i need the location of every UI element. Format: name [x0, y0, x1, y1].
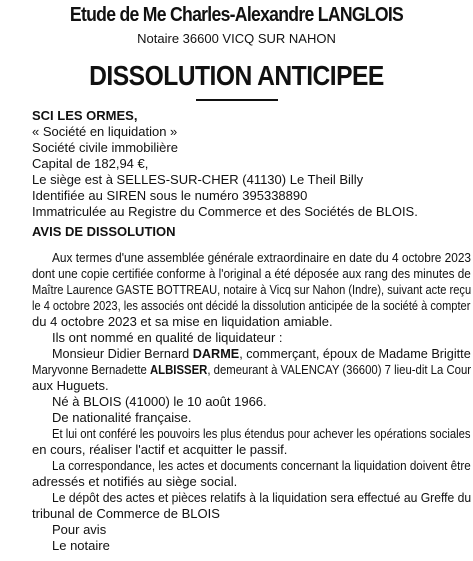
company-type: Société civile immobilière: [32, 140, 178, 155]
paragraph-1-line-4: le 4 octobre 2023, les associés ont décidé la dissolution anticipée de la société à compter: [32, 298, 471, 313]
company-seat: Le siège est à SELLES-SUR-CHER (41130) Le Theil Billy: [32, 172, 364, 187]
paragraph-1-line-3: Maître Laurence GASTE BOTTREAU, notaire à Vicq sur Nahon (Indre), suivant acte reçu: [32, 282, 472, 297]
company-name-punct: ,: [133, 108, 138, 123]
paragraph-8-line-1: Le dépôt des actes et pièces relatifs à la liquidation sera effectué au Greffe du: [52, 490, 472, 505]
liquidator-surname: DARME: [192, 346, 240, 361]
paragraph-3-line-3: aux Huguets.: [32, 378, 109, 393]
title-divider: [196, 99, 278, 101]
paragraph-7-line-1: La correspondance, les actes et documents concernant la liquidation doivent être: [52, 458, 471, 473]
paragraph-7-line-2: adressés et notifiés au siège social.: [32, 474, 238, 489]
spouse-maiden-name: ALBISSER: [149, 362, 208, 377]
paragraph-6-line-2: en cours, réaliser l'actif et acquitter le passif.: [32, 442, 288, 457]
company-capital: Capital de 182,94 €,: [32, 156, 149, 171]
closing-pour-avis: Pour avis: [52, 522, 107, 537]
paragraph-1-line-2: dont une copie certifiée conforme à l'original a été déposée aux rang des minutes de: [32, 266, 471, 281]
company-registry: Immatriculée au Registre du Commerce et des Sociétés de BLOIS.: [32, 204, 418, 219]
liquidator-address: , demeurant à VALENCAY (36600) 7 lieu-dit La Cour: [207, 362, 472, 377]
closing-signatory: Le notaire: [52, 538, 110, 553]
paragraph-6-line-1: Et lui ont conféré les pouvoirs les plus étendus pour achever les opérations sociales: [52, 426, 471, 441]
spouse-names: Maryvonne Bernadette: [32, 362, 150, 377]
liquidator-intro: Monsieur Didier Bernard: [52, 346, 193, 361]
notice-heading: AVIS DE DISSOLUTION: [32, 224, 176, 239]
paragraph-1-line-1: Aux termes d'une assemblée générale extraordinaire en date du 4 octobre 2023: [52, 250, 472, 265]
paragraph-4: Né à BLOIS (41000) le 10 août 1966.: [52, 394, 267, 409]
office-address: Notaire 36600 VICQ SUR NAHON: [137, 31, 336, 46]
notice-title: DISSOLUTION ANTICIPEE: [89, 60, 384, 91]
paragraph-2: Ils ont nommé en qualité de liquidateur :: [52, 330, 283, 345]
paragraph-1-line-5: du 4 octobre 2023 et sa mise en liquidation amiable.: [32, 314, 333, 329]
company-name: SCI LES ORMES: [32, 108, 134, 123]
paragraph-8-line-2: tribunal de Commerce de BLOIS: [32, 506, 220, 521]
paragraph-3-line-2: [32, 362, 471, 378]
paragraph-5: De nationalité française.: [52, 410, 192, 425]
company-siren: Identifiée au SIREN sous le numéro 395338890: [32, 188, 308, 203]
paragraph-3-line-1: [52, 346, 471, 362]
company-status: « Société en liquidation »: [32, 124, 178, 139]
office-name: Etude de Me Charles-Alexandre LANGLOIS: [69, 4, 404, 26]
liquidator-spouse: , commerçant, époux de Madame Brigitte: [239, 346, 471, 361]
company-name-line: [32, 108, 137, 124]
